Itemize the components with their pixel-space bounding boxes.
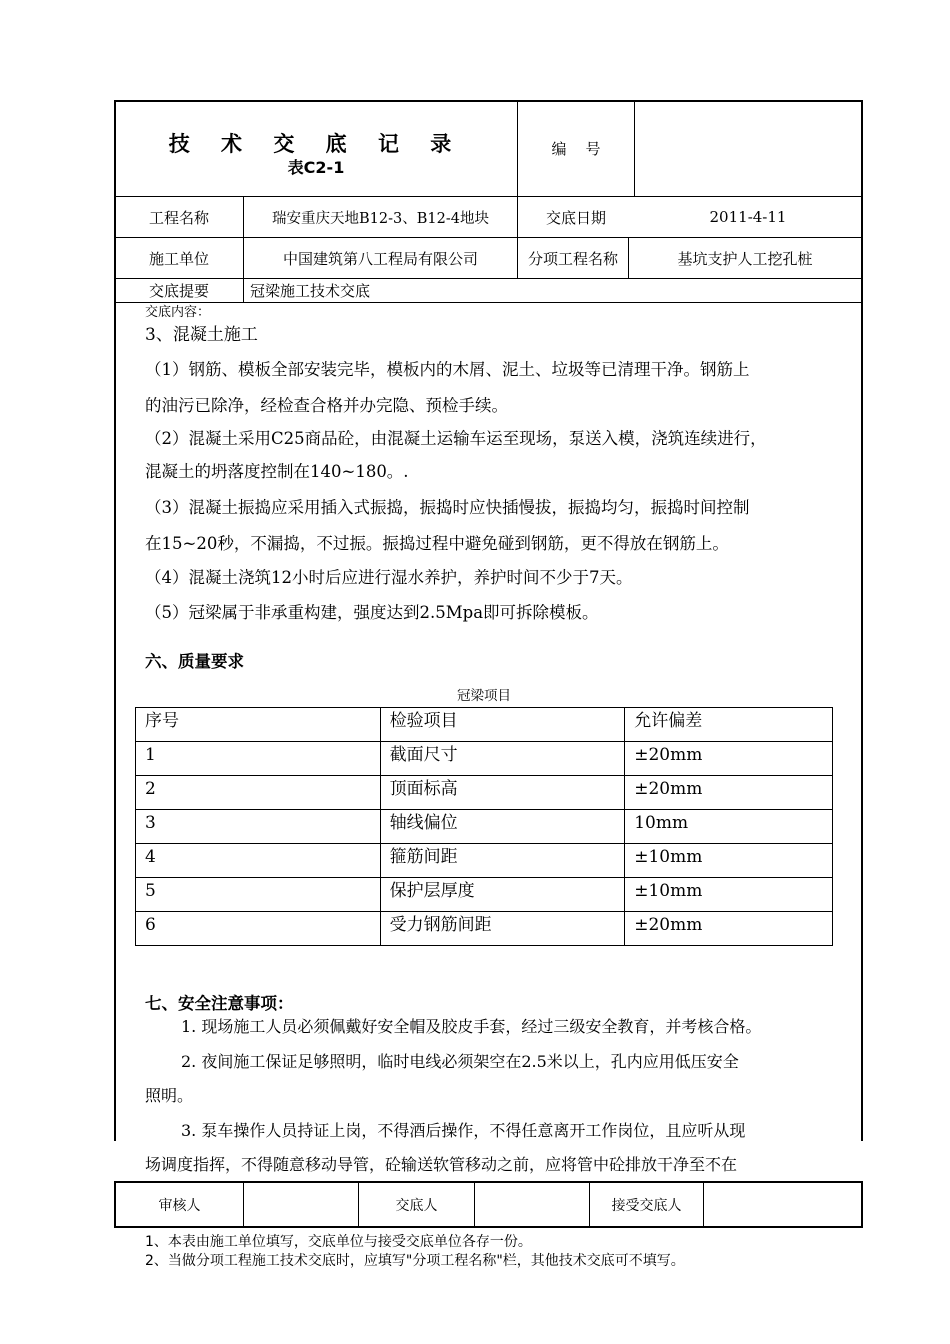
table-caption: 冠梁项目: [457, 688, 511, 704]
table-cell: ±10mm: [625, 878, 833, 912]
table-row: [136, 742, 833, 776]
project-name-value[interactable]: 瑞安重庆天地B12-3、B12-4地块: [272, 210, 489, 227]
table-cell: ±20mm: [625, 776, 833, 810]
form-header: [115, 101, 517, 196]
table-row: [136, 912, 833, 946]
safety-line: 1. 现场施工人员必须佩戴好安全帽及胶皮手套，经过三级安全教育，并考核合格。: [181, 1017, 762, 1036]
footer-right-border: [861, 1181, 863, 1228]
section7-title: 七、安全注意事项：: [145, 994, 294, 1013]
table-cell: ±20mm: [625, 912, 833, 946]
project-name-label: 工程名称: [148, 208, 209, 227]
quality-table: [135, 707, 833, 946]
content-line: 的油污已除净，经检查合格并办完隐、预检手续。: [145, 396, 508, 415]
table-row: [136, 844, 833, 878]
content-line: （1）钢筋、模板全部安装完毕，模板内的木屑、泥土、垃圾等已清理干净。钢筋上: [145, 360, 750, 379]
safety-line: 照明。: [145, 1086, 194, 1105]
receiver-label: 接受交底人: [611, 1197, 682, 1214]
reviewer-signature[interactable]: [244, 1183, 358, 1226]
number-label: 编 号: [551, 140, 601, 158]
form-number: 表C2-1: [287, 158, 345, 177]
safety-line: 3. 泵车操作人员持证上岗，不得酒后操作，不得任意离开工作岗位，且应听从现: [181, 1121, 746, 1140]
table-cell: 2: [136, 776, 381, 810]
table-cell: 5: [136, 878, 381, 912]
content-line: 混凝土的坍落度控制在140~180。.: [145, 462, 409, 481]
content-label: 交底内容：: [145, 305, 211, 320]
discloser-label: 交底人: [395, 1197, 438, 1214]
discloser-signature[interactable]: [475, 1183, 589, 1226]
table-row: [136, 878, 833, 912]
table-cell: ±20mm: [625, 742, 833, 776]
content-line: （4）混凝土浇筑12小时后应进行湿水养护，养护时间不少于7天。: [145, 568, 633, 587]
unit-label: 施工单位: [148, 249, 209, 268]
content-line: （3）混凝土振捣应采用插入式振捣，振捣时应快插慢拔，振捣均匀，振捣时间控制: [145, 498, 750, 517]
table-cell: 保护层厚度: [380, 878, 625, 912]
date-label: 交底日期: [545, 208, 606, 227]
footnote: 2、当做分项工程施工技术交底时，应填写"分项工程名称"栏，其他技术交底可不填写。: [145, 1253, 685, 1269]
subproject-label: 分项工程名称: [527, 249, 618, 268]
table-cell: 10mm: [625, 810, 833, 844]
unit-value[interactable]: 中国建筑第八工程局有限公司: [282, 249, 478, 268]
receiver-signature[interactable]: [704, 1183, 861, 1226]
form-title: 技 术 交 底 记 录: [168, 132, 464, 156]
table-cell: 3: [136, 810, 381, 844]
table-cell: 4: [136, 844, 381, 878]
table-cell: ±10mm: [625, 844, 833, 878]
table-header-row: [136, 708, 833, 742]
section3-title: 3、混凝土施工: [145, 325, 258, 345]
table-cell: 轴线偏位: [380, 810, 625, 844]
table-cell: 受力钢筋间距: [380, 912, 625, 946]
table-header-cell: 允许偏差: [625, 708, 833, 742]
table-cell: 顶面标高: [380, 776, 625, 810]
content-line: 在15~20秒，不漏捣，不过振。振捣过程中避免碰到钢筋，更不得放在钢筋上。: [145, 534, 729, 553]
table-cell: 1: [136, 742, 381, 776]
date-value[interactable]: 2011-4-11: [709, 208, 787, 226]
table-row: [136, 810, 833, 844]
safety-line: 2. 夜间施工保证足够照明，临时电线必须架空在2.5米以上，孔内应用低压安全: [181, 1052, 739, 1071]
subproject-value[interactable]: 基坑支护人工挖孔桩: [677, 249, 813, 268]
table-cell: 截面尺寸: [380, 742, 625, 776]
footnote: 1、本表由施工单位填写，交底单位与接受交底单位各存一份。: [145, 1234, 532, 1250]
section6-title: 六、质量要求: [145, 652, 244, 671]
number-value[interactable]: [635, 101, 861, 196]
summary-label: 交底提要: [148, 282, 209, 300]
table-header-cell: 序号: [136, 708, 381, 742]
footer-bottom-border: [114, 1226, 863, 1228]
reviewer-label: 审核人: [158, 1197, 201, 1214]
safety-line: 场调度指挥，不得随意移动导管，砼输送软管移动之前，应将管中砼排放干净至不在: [145, 1155, 738, 1174]
table-cell: 箍筋间距: [380, 844, 625, 878]
table-cell: 6: [136, 912, 381, 946]
row-line-4: [115, 302, 862, 303]
table-header-cell: 检验项目: [380, 708, 625, 742]
summary-value[interactable]: 冠梁施工技术交底: [250, 282, 371, 300]
table-row: [136, 776, 833, 810]
content-line: （5）冠梁属于非承重构建，强度达到2.5Mpa即可拆除模板。: [145, 603, 599, 622]
content-line: （2）混凝土采用C25商品砼，由混凝土运输车运至现场，泵送入模，浇筑连续进行，: [145, 429, 767, 448]
